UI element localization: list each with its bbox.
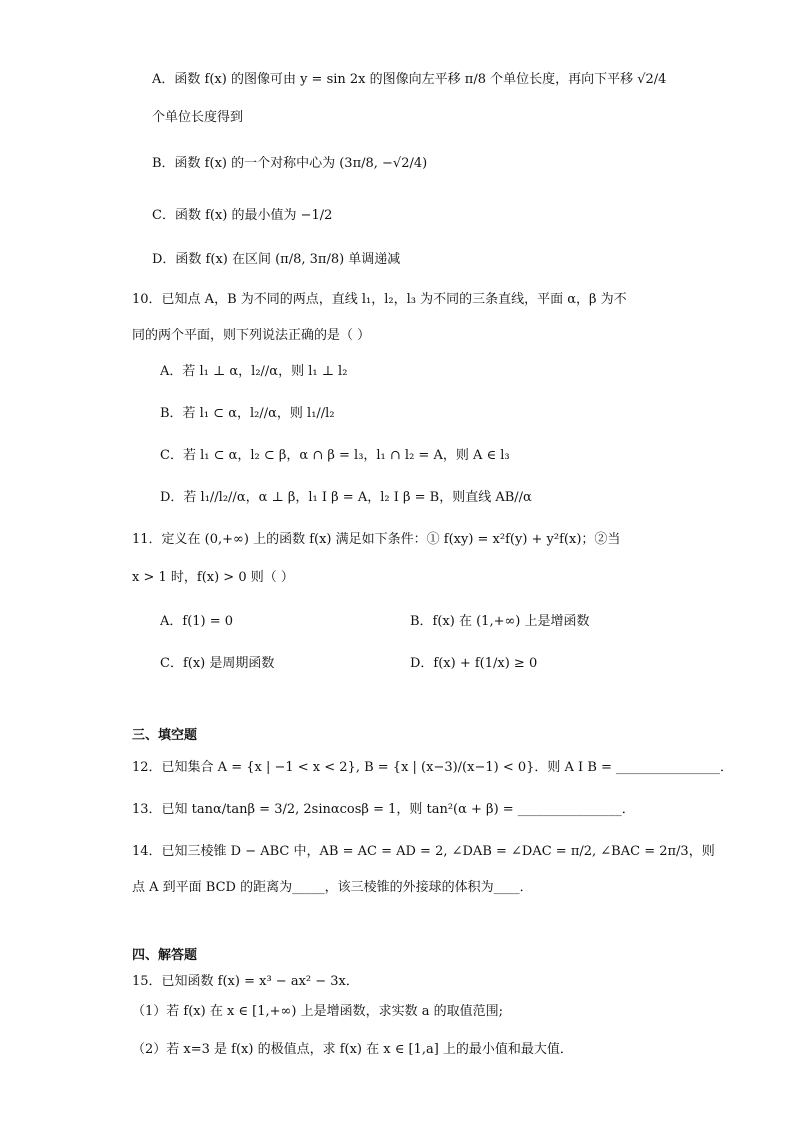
q9-option-a-line1: A．函数 f(x) 的图像可由 y = sin 2x 的图像向左平移 π/8 个单位长度，再向下平移 √2/4 (152, 72, 667, 87)
q10-stem-line1: 10．已知点 A，B 为不同的两点，直线 l₁，l₂，l₃ 为不同的三条直线，平面 α，β 为不 (132, 292, 627, 307)
section-title-solution: 四、解答题 (132, 948, 198, 963)
q11-option-c: C．f(x) 是周期函数 (160, 656, 275, 671)
q10-option-a: A．若 l₁ ⊥ α，l₂//α，则 l₁ ⊥ l₂ (160, 364, 348, 379)
q11-option-a: A．f(1) = 0 (160, 614, 234, 629)
q12: 12．已知集合 A = {x | −1 < x < 2}, B = {x | (x−3)/(x−1) < 0}．则 A I B = ________________． (132, 760, 734, 775)
q11-stem-line2: x > 1 时，f(x) > 0 则（ ） (132, 570, 294, 585)
q15-part1: （1）若 f(x) 在 x ∈ [1,+∞) 上是增函数，求实数 a 的取值范围; (132, 1004, 503, 1019)
q10-option-d: D．若 l₁//l₂//α，α ⊥ β，l₁ I β = A，l₂ I β = B，则直线 AB//α (160, 490, 532, 505)
q11-option-b: B．f(x) 在 (1,+∞) 上是增函数 (410, 614, 590, 629)
section-title-fill-blank: 三、填空题 (132, 728, 198, 743)
q11-option-d: D．f(x) + f(1/x) ≥ 0 (410, 656, 538, 671)
q10-option-c: C．若 l₁ ⊂ α，l₂ ⊂ β，α ∩ β = l₃，l₁ ∩ l₂ = A，则 A ∈ l₃ (160, 448, 510, 463)
q11-stem-line1: 11．定义在 (0,+∞) 上的函数 f(x) 满足如下条件：① f(xy) = x²f(y) + y²f(x)；②当 (132, 532, 621, 547)
q9-option-a-line2: 个单位长度得到 (152, 110, 244, 125)
q14-line1: 14．已知三棱锥 D − ABC 中，AB = AC = AD = 2, ∠DAB = ∠DAC = π/2, ∠BAC = 2π/3，则 (132, 844, 715, 859)
q9-option-c: C．函数 f(x) 的最小值为 −1/2 (152, 208, 333, 223)
q15-part2: （2）若 x=3 是 f(x) 的极值点，求 f(x) 在 x ∈ [1,a] 上的最小值和最大值． (132, 1042, 573, 1057)
q15-stem: 15．已知函数 f(x) = x³ − ax² − 3x． (132, 974, 359, 989)
q10-option-b: B．若 l₁ ⊂ α，l₂//α，则 l₁//l₂ (160, 406, 335, 421)
q13: 13．已知 tanα/tanβ = 3/2, 2sinαcosβ = 1，则 tan²(α + β) = ________________． (132, 802, 635, 817)
q9-option-d: D．函数 f(x) 在区间 (π/8, 3π/8) 单调递减 (152, 252, 401, 267)
q14-line2: 点 A 到平面 BCD 的距离为_____，该三棱锥的外接球的体积为____． (132, 880, 533, 895)
q10-stem-line2: 同的两个平面，则下列说法正确的是（ ） (132, 328, 371, 343)
q9-option-b: B．函数 f(x) 的一个对称中心为 (3π/8, −√2/4) (152, 156, 428, 171)
